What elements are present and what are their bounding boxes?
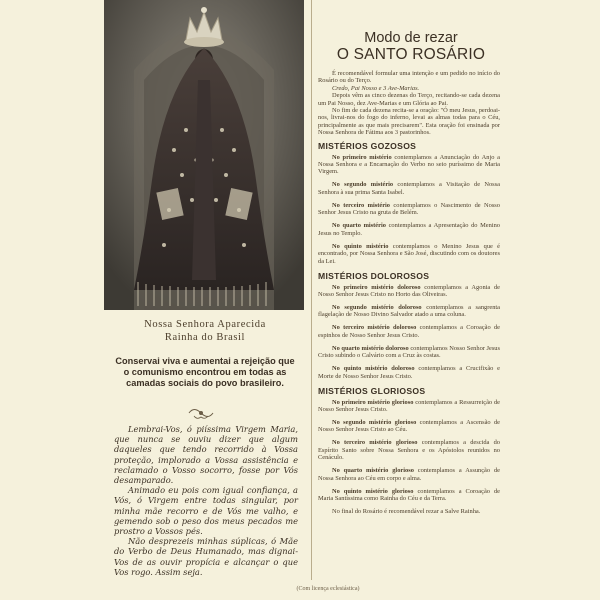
mystery-description: contemplamos a Ascensão de Nosso Senhor Jesus Cristo ao Céu.	[318, 418, 500, 434]
mystery-section-heading: MISTÉRIOS DOLOROSOS	[318, 270, 430, 281]
mystery-lead: No quinto mistério glorioso	[332, 487, 414, 495]
intro-text: Conservai viva e aumentai a rejeição que o comunismo encontrou em todas as camadas sociais do povo brasileiro.	[115, 356, 295, 388]
prayer-paragraph: Lembrai-Vos, ó piíssima Virgem Maria, que nunca se ouviu dizer que algum daqueles que tendo recorrido à Vossa proteção, implorado a Vossa assistência e reclamado o Vosso socorro, fosse por Vós desamparado.	[114, 424, 298, 486]
mystery-lead: No quinto mistério doloroso	[332, 365, 415, 373]
intro-paragraph: No fim de cada dezena recita-se a oração: "Ó meu Jesus, perdoai-nos, livrai-nos do fogo do inferno, levai as almas todas para o Céu, principalmente as que mais precisarem". Esta oração foi ensinada por Nossa Senhora de Fátima aos 3 pastorinhos.	[318, 107, 500, 137]
mystery-description: contemplamos a Apresentação do Menino Jesus no Templo.	[318, 222, 500, 237]
mystery-item	[318, 222, 500, 237]
prayer-paragraph: Não desprezeis minhas súplicas, ó Mãe do Verbo de Deus Humanado, mas dignai-Vos de as ouvir propícia e alcançar o que Vos rogo. Assim seja.	[114, 536, 298, 577]
page-title-line-1: Modo de rezar	[364, 30, 458, 46]
mystery-description: contemplamos a Assunção de Nossa Senhora ao Céu em corpo e alma.	[318, 467, 500, 482]
mystery-description: contemplamos a Agonia de Nosso Senhor Jesus Cristo no Horto das Oliveiras.	[318, 283, 500, 298]
mystery-section-heading: MISTÉRIOS GOZOSOS	[318, 140, 417, 151]
mystery-description: contemplamos a Crucifixão e Morte de Nosso Senhor Jesus Cristo.	[318, 365, 500, 380]
mystery-item	[318, 324, 500, 339]
mystery-description: contemplamos a Anunciação do Anjo a Nossa Senhora e a Encarnação do Verbo no seio puríssimo de Maria Virgem.	[318, 153, 500, 176]
mystery-lead: No terceiro mistério glorioso	[332, 439, 418, 447]
mystery-lead: No segundo mistério doloroso	[332, 303, 422, 311]
caption-line-2: Rainha do Brasil	[164, 332, 246, 343]
mystery-lead: No terceiro mistério doloroso	[332, 324, 417, 332]
statue-illustration	[104, 0, 304, 310]
mystery-description: contemplamos a Visitação de Nossa Senhora à sua prima Santa Isabel.	[318, 181, 500, 196]
mystery-description: contemplamos a Ressurreição de Nosso Senhor Jesus Cristo.	[318, 398, 500, 413]
mystery-item	[318, 202, 500, 217]
mystery-description: contemplamos a Coroação de Maria Santíssima como Rainha do Céu e da Terra.	[318, 487, 500, 502]
mystery-lead: No quarto mistério	[332, 222, 386, 230]
intro-paragraph: Depois vêm as cinco dezenas do Terço, recitando-se cada dezena um Pai Nosso, dez Ave-Marias e um Glória ao Pai.	[318, 92, 500, 107]
mystery-lead: No primeiro mistério	[332, 153, 392, 161]
mystery-lead: No quarto mistério doloroso	[332, 344, 409, 352]
mystery-description: contemplamos a sangrenta flagelação de Nosso Divino Salvador atado a uma coluna.	[318, 303, 500, 319]
intro-paragraph: Credo, Pai Nosso e 3 Ave-Marias.	[332, 84, 420, 92]
mystery-lead: No quarto mistério glorioso	[332, 467, 414, 475]
mystery-lead: No primeiro mistério doloroso	[332, 283, 421, 291]
license-note: (Com licença eclesiástica)	[296, 586, 360, 592]
rosary-instructions	[318, 70, 500, 515]
mystery-lead: No primeiro mistério glorioso	[332, 398, 414, 406]
prayer-paragraph: Animado eu pois com igual confiança, a Vós, ó Virgem entre todas singular, por minha mãe recorro e de Vós me valho, e gemendo sob o peso dos meus pecados me prostro a Vossos pés.	[114, 485, 298, 537]
mystery-description: contemplamos a descida do Espírito Santo sobre Nossa Senhora e os Apóstolos reunidos no Cenáculo.	[318, 439, 500, 462]
mystery-lead: No segundo mistério	[332, 181, 394, 189]
mystery-item	[318, 243, 500, 265]
mystery-item	[318, 181, 500, 196]
page-title-line-2: O SANTO ROSÁRIO	[336, 46, 486, 63]
intro-paragraph: É recomendável formular uma intenção e um pedido no início do Rosário ou do Terço.	[318, 70, 500, 85]
closing-note: No final do Rosário é recomendável rezar a Salve Rainha.	[332, 507, 481, 515]
caption-line-1: Nossa Senhora Aparecida	[144, 319, 266, 330]
mystery-item	[318, 399, 500, 414]
statue-caption	[110, 318, 300, 344]
memorare-prayer	[114, 424, 298, 577]
statue-photo	[104, 0, 304, 310]
mystery-description: contemplamos o Nascimento de Nosso Senhor Jesus Cristo na gruta de Belém.	[318, 201, 500, 217]
mystery-description: contemplamos a Coroação de espinhos de Nosso Senhor Jesus Cristo.	[318, 324, 500, 339]
mystery-item	[318, 419, 500, 434]
mystery-description: contemplamos Nosso Senhor Jesus Cristo subindo o Calvário com a Cruz às costas.	[318, 344, 500, 360]
mystery-section-heading: MISTÉRIOS GLORIOSOS	[318, 385, 426, 396]
mystery-description: contemplamos o Menino Jesus que é encontrado, por Nossa Senhora e São José, discutindo com os doutores da Lei.	[318, 242, 500, 265]
mystery-item	[318, 154, 500, 176]
mystery-item	[318, 439, 500, 461]
mystery-item	[318, 304, 500, 319]
mystery-lead: No segundo mistério glorioso	[332, 418, 417, 426]
mystery-item	[318, 284, 500, 299]
column-divider	[311, 0, 312, 580]
ornament-icon	[186, 404, 216, 422]
mystery-item	[318, 365, 500, 380]
mystery-lead: No quinto mistério	[332, 242, 389, 250]
mystery-item	[318, 488, 500, 503]
mystery-lead: No terceiro mistério	[332, 201, 391, 209]
mystery-item	[318, 345, 500, 360]
mystery-item	[318, 467, 500, 482]
